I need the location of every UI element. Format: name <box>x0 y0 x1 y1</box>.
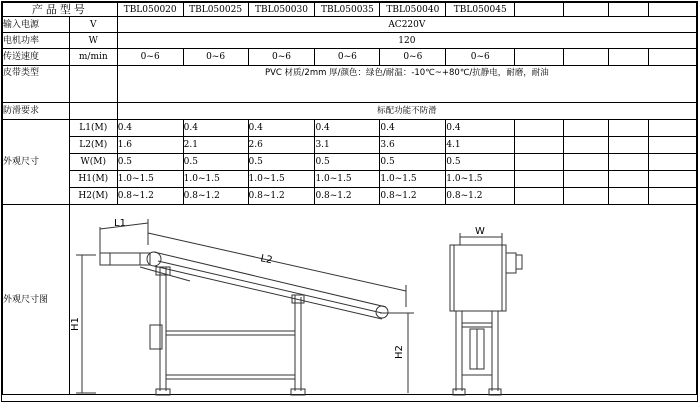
dimension-value: 0.4 <box>315 120 380 137</box>
conveyor-side-view <box>100 252 388 395</box>
model-1: TBL050020 <box>117 3 183 17</box>
dimension-value: 4.1 <box>446 137 515 154</box>
dimension-value: 0.4 <box>248 120 315 137</box>
dimension-name: H2(M) <box>69 188 117 205</box>
dimension-value: 2.1 <box>183 137 248 154</box>
motor-power-unit: W <box>69 33 117 49</box>
dimension-name: L1(M) <box>69 120 117 137</box>
dimension-value: 0.5 <box>248 154 315 171</box>
dimension-value: 1.0~1.5 <box>248 171 315 188</box>
speed-value: 0~6 <box>248 49 315 66</box>
dimension-value: 0.5 <box>446 154 515 171</box>
speed-label: 传送速度 <box>3 49 70 66</box>
speed-row <box>3 49 697 66</box>
model-row <box>3 3 697 17</box>
dimension-value: 0.8~1.2 <box>248 188 315 205</box>
dimension-value: 0.4 <box>380 120 446 137</box>
conveyor-drawing <box>70 215 696 401</box>
dimension-name: L2(M) <box>69 137 117 154</box>
belt-type-value: PVC 材质/2mm 厚/颜色：绿色/耐温：-10℃~+80℃/抗静电，耐磨，耐油 <box>117 66 696 103</box>
dimension-value: 0.8~1.2 <box>183 188 248 205</box>
model-2: TBL050025 <box>183 3 248 17</box>
power-input-value: AC220V <box>117 17 696 33</box>
motor-power-value: 120 <box>117 33 696 49</box>
speed-value: 0~6 <box>117 49 183 66</box>
l2-dimension <box>148 233 406 307</box>
dimension-value: 0.8~1.2 <box>446 188 515 205</box>
dimension-value: 0.5 <box>380 154 446 171</box>
dimension-value: 1.0~1.5 <box>183 171 248 188</box>
dimension-value: 2.6 <box>248 137 315 154</box>
dimensions-label: 外观尺寸 <box>3 120 70 205</box>
dimension-value: 1.0~1.5 <box>315 171 380 188</box>
model-5: TBL050040 <box>380 3 446 17</box>
belt-type-label: 皮带类型 <box>3 66 70 103</box>
model-6: TBL050045 <box>446 3 515 17</box>
belt-type-row <box>3 66 697 103</box>
dimension-row-l1 <box>3 120 697 137</box>
dimension-row-h2 <box>3 188 697 205</box>
dimension-value: 0.5 <box>183 154 248 171</box>
dimension-value: 0.4 <box>117 120 183 137</box>
dimension-value: 1.6 <box>117 137 183 154</box>
conveyor-front-view <box>450 245 522 395</box>
dimension-value: 0.8~1.2 <box>315 188 380 205</box>
drawing-label: 外观尺寸图 <box>3 205 70 395</box>
spec-sheet <box>1 1 698 402</box>
anti-slip-row <box>3 103 697 120</box>
dimension-name: W(M) <box>69 154 117 171</box>
dimension-value: 0.4 <box>446 120 515 137</box>
speed-value: 0~6 <box>315 49 380 66</box>
dimension-name: H1(M) <box>69 171 117 188</box>
dimension-value: 1.0~1.5 <box>117 171 183 188</box>
power-input-row <box>3 17 697 33</box>
product-model-label: 产品型号 <box>3 3 118 17</box>
dimension-value: 0.5 <box>117 154 183 171</box>
speed-unit: m/min <box>69 49 117 66</box>
speed-value: 0~6 <box>183 49 248 66</box>
power-input-label: 输入电源 <box>3 17 70 33</box>
l2-label: L2 <box>259 253 274 267</box>
dimension-row-l2 <box>3 137 697 154</box>
h2-label: H2 <box>394 345 405 359</box>
dimension-value: 3.6 <box>380 137 446 154</box>
model-3: TBL050030 <box>248 3 315 17</box>
anti-slip-value: 标配功能不防滑 <box>117 103 696 120</box>
dimension-value: 0.8~1.2 <box>117 188 183 205</box>
l1-label: L1 <box>114 218 126 229</box>
motor-power-row <box>3 33 697 49</box>
h1-label: H1 <box>70 317 81 331</box>
model-4: TBL050035 <box>315 3 380 17</box>
speed-value: 0~6 <box>446 49 515 66</box>
dimension-value: 0.4 <box>183 120 248 137</box>
w-label: W <box>475 226 485 237</box>
motor-power-label: 电机功率 <box>3 33 70 49</box>
dimension-row-h1 <box>3 171 697 188</box>
dimension-value: 3.1 <box>315 137 380 154</box>
anti-slip-label: 防滑要求 <box>3 103 70 120</box>
dimension-value: 1.0~1.5 <box>446 171 515 188</box>
dimension-row-w <box>3 154 697 171</box>
speed-value: 0~6 <box>380 49 446 66</box>
power-input-unit: V <box>69 17 117 33</box>
dimension-value: 0.8~1.2 <box>380 188 446 205</box>
dimension-value: 0.5 <box>315 154 380 171</box>
dimension-value: 1.0~1.5 <box>380 171 446 188</box>
